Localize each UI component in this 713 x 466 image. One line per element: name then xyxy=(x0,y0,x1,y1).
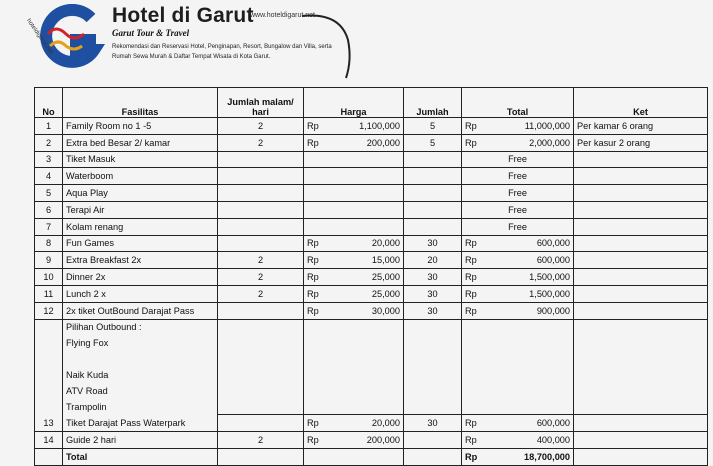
hotel-logo-icon xyxy=(36,4,106,74)
row-harga xyxy=(332,448,404,465)
header-jumlah-malam: Jumlah malam/ hari xyxy=(218,88,304,118)
row-harga xyxy=(304,151,404,168)
row-total-currency xyxy=(462,319,496,335)
row-fasilitas: Extra bed Besar 2/ kamar xyxy=(63,134,218,151)
brand-description: Rekomendasi dan Reservasi Hotel, Penginapan, Resort, Bungalow dan Villa, serta Rumah Sewa Murah & Daftar Tempat Wisata di Kota Garut. xyxy=(112,44,332,60)
row-harga xyxy=(332,383,404,399)
row-total-currency: Rp xyxy=(462,134,496,151)
row-jumlah xyxy=(404,432,462,449)
outbound-line: Naik Kuda xyxy=(63,367,218,383)
outbound-line xyxy=(63,351,218,367)
table-row xyxy=(35,134,708,151)
row-jumlah xyxy=(404,448,462,465)
row-jumlah: 5 xyxy=(404,134,462,151)
row-total: 1,500,000 xyxy=(496,285,574,302)
row-total-currency: Rp xyxy=(462,302,496,319)
row-total xyxy=(496,399,574,415)
table-row-outbound xyxy=(35,351,708,367)
row-malam xyxy=(218,218,304,235)
row-malam xyxy=(218,319,304,335)
row-total-currency xyxy=(462,399,496,415)
row-no: 4 xyxy=(35,168,63,185)
row-jumlah: 20 xyxy=(404,252,462,269)
row-total xyxy=(496,335,574,351)
row-total: 600,000 xyxy=(496,415,574,432)
row-harga-currency: Rp xyxy=(304,269,332,286)
row-no: 14 xyxy=(35,432,63,449)
row-harga xyxy=(332,367,404,383)
row-jumlah xyxy=(404,383,462,399)
row-total-currency: Rp xyxy=(462,432,496,449)
table-row-total xyxy=(35,448,708,465)
row-harga: 25,000 xyxy=(332,269,404,286)
row-jumlah: 5 xyxy=(404,118,462,135)
table-row xyxy=(35,201,708,218)
row-malam: 2 xyxy=(218,118,304,135)
row-harga xyxy=(332,319,404,335)
row-harga xyxy=(332,351,404,367)
row-harga: 25,000 xyxy=(332,285,404,302)
row-ket xyxy=(574,269,708,286)
row-total-currency: Rp xyxy=(462,415,496,432)
row-malam: 2 xyxy=(218,432,304,449)
row-malam xyxy=(218,399,304,415)
row-harga-currency xyxy=(304,399,332,415)
row-fasilitas: Waterboom xyxy=(63,168,218,185)
header-ket: Ket xyxy=(574,88,708,118)
table-row-outbound xyxy=(35,367,708,383)
table-row xyxy=(35,302,708,319)
row-malam xyxy=(218,235,304,252)
row-total-free: Free xyxy=(462,201,574,218)
row-total-currency xyxy=(462,367,496,383)
row-no: 2 xyxy=(35,134,63,151)
row-jumlah: 30 xyxy=(404,269,462,286)
table-row xyxy=(35,415,708,432)
row-jumlah xyxy=(404,201,462,218)
row-total-currency: Rp xyxy=(462,252,496,269)
row-harga xyxy=(304,185,404,202)
row-jumlah: 30 xyxy=(404,415,462,432)
total-label: Total xyxy=(63,448,218,465)
row-no xyxy=(35,383,63,399)
row-no xyxy=(35,319,63,335)
row-harga: 20,000 xyxy=(332,235,404,252)
row-malam xyxy=(218,185,304,202)
row-harga xyxy=(332,399,404,415)
row-harga-currency xyxy=(304,448,332,465)
row-jumlah xyxy=(404,185,462,202)
row-ket xyxy=(574,335,708,351)
row-ket xyxy=(574,302,708,319)
row-harga-currency: Rp xyxy=(304,432,332,449)
table-row xyxy=(35,118,708,135)
row-total xyxy=(496,383,574,399)
row-ket xyxy=(574,351,708,367)
row-harga-currency: Rp xyxy=(304,302,332,319)
row-malam xyxy=(218,448,304,465)
row-harga-currency xyxy=(304,351,332,367)
row-ket xyxy=(574,201,708,218)
row-malam xyxy=(218,383,304,399)
row-ket xyxy=(574,399,708,415)
row-jumlah xyxy=(404,351,462,367)
row-total: 2,000,000 xyxy=(496,134,574,151)
row-malam: 2 xyxy=(218,252,304,269)
row-total-currency: Rp xyxy=(462,285,496,302)
row-total-currency: Rp xyxy=(462,235,496,252)
row-ket xyxy=(574,151,708,168)
row-ket xyxy=(574,367,708,383)
row-total xyxy=(496,367,574,383)
header-no: No xyxy=(35,88,63,118)
row-malam xyxy=(218,367,304,383)
row-malam xyxy=(218,302,304,319)
table-row xyxy=(35,185,708,202)
row-fasilitas: Family Room no 1 -5 xyxy=(63,118,218,135)
header-harga: Harga xyxy=(304,88,404,118)
header-jumlah: Jumlah xyxy=(404,88,462,118)
row-total-free: Free xyxy=(462,185,574,202)
row-harga: 1,100,000 xyxy=(332,118,404,135)
grand-total: 18,700,000 xyxy=(496,448,574,465)
row-total: 600,000 xyxy=(496,235,574,252)
row-total: 600,000 xyxy=(496,252,574,269)
row-ket xyxy=(574,168,708,185)
header-total: Total xyxy=(462,88,574,118)
row-no xyxy=(35,448,63,465)
row-jumlah: 30 xyxy=(404,235,462,252)
row-ket xyxy=(574,218,708,235)
row-harga: 15,000 xyxy=(332,252,404,269)
row-harga xyxy=(332,335,404,351)
table-row xyxy=(35,235,708,252)
row-no: 7 xyxy=(35,218,63,235)
row-total-currency xyxy=(462,351,496,367)
row-harga-currency: Rp xyxy=(304,235,332,252)
row-no xyxy=(35,399,63,415)
table-row xyxy=(35,218,708,235)
row-jumlah xyxy=(404,319,462,335)
row-ket xyxy=(574,285,708,302)
header-fasilitas: Fasilitas xyxy=(63,88,218,118)
row-harga xyxy=(304,201,404,218)
facility-table xyxy=(34,87,708,466)
row-harga-currency: Rp xyxy=(304,134,332,151)
swoosh-decoration-icon xyxy=(300,10,360,80)
row-total xyxy=(496,319,574,335)
row-malam xyxy=(218,201,304,218)
row-malam xyxy=(218,415,304,432)
row-no: 13 xyxy=(35,415,63,432)
row-jumlah xyxy=(404,335,462,351)
row-malam xyxy=(218,168,304,185)
table-row xyxy=(35,269,708,286)
row-malam: 2 xyxy=(218,285,304,302)
outbound-line: ATV Road xyxy=(63,383,218,399)
row-no: 12 xyxy=(35,302,63,319)
row-ket xyxy=(574,448,708,465)
row-jumlah xyxy=(404,218,462,235)
table-row xyxy=(35,252,708,269)
row-malam: 2 xyxy=(218,134,304,151)
table-row xyxy=(35,168,708,185)
row-fasilitas: Extra Breakfast 2x xyxy=(63,252,218,269)
row-total: 1,500,000 xyxy=(496,269,574,286)
row-ket xyxy=(574,432,708,449)
row-fasilitas: Terapi Air xyxy=(63,201,218,218)
row-ket xyxy=(574,383,708,399)
brand-header xyxy=(0,0,713,90)
row-harga-currency xyxy=(304,335,332,351)
facility-table-body xyxy=(35,118,708,466)
row-malam xyxy=(218,335,304,351)
row-total-free: Free xyxy=(462,218,574,235)
row-total: 11,000,000 xyxy=(496,118,574,135)
row-total-free: Free xyxy=(462,151,574,168)
row-no: 9 xyxy=(35,252,63,269)
vertical-url: hoteldigarut.net xyxy=(25,18,54,56)
outbound-line: Flying Fox xyxy=(63,335,218,351)
row-no: 3 xyxy=(35,151,63,168)
row-ket: Per kamar 6 orang xyxy=(574,118,708,135)
row-ket xyxy=(574,415,708,432)
row-no: 5 xyxy=(35,185,63,202)
row-no xyxy=(35,351,63,367)
row-jumlah: 30 xyxy=(404,285,462,302)
row-no: 10 xyxy=(35,269,63,286)
row-ket xyxy=(574,252,708,269)
table-row-outbound xyxy=(35,319,708,335)
row-jumlah xyxy=(404,367,462,383)
table-row xyxy=(35,151,708,168)
row-harga: 30,000 xyxy=(332,302,404,319)
table-row-outbound xyxy=(35,335,708,351)
row-fasilitas: 2x tiket OutBound Darajat Pass xyxy=(63,302,218,319)
row-fasilitas: Kolam renang xyxy=(63,218,218,235)
brand-title: Hotel di Garut xyxy=(112,4,254,27)
row-harga-currency xyxy=(304,367,332,383)
row-harga-currency xyxy=(304,383,332,399)
row-ket xyxy=(574,185,708,202)
row-no: 1 xyxy=(35,118,63,135)
row-fasilitas: Aqua Play xyxy=(63,185,218,202)
row-ket xyxy=(574,319,708,335)
row-no xyxy=(35,335,63,351)
table-row xyxy=(35,285,708,302)
row-harga-currency: Rp xyxy=(304,118,332,135)
row-fasilitas: Guide 2 hari xyxy=(63,432,218,449)
row-harga-currency: Rp xyxy=(304,285,332,302)
total-currency: Rp xyxy=(462,448,496,465)
row-harga-currency: Rp xyxy=(304,415,332,432)
row-total-free: Free xyxy=(462,168,574,185)
brand-subtitle: Garut Tour & Travel xyxy=(112,28,190,38)
row-fasilitas: Lunch 2 x xyxy=(63,285,218,302)
row-fasilitas: Tiket Darajat Pass Waterpark xyxy=(63,415,218,432)
table-row-outbound xyxy=(35,383,708,399)
row-total-currency xyxy=(462,335,496,351)
row-no: 6 xyxy=(35,201,63,218)
row-total-currency: Rp xyxy=(462,269,496,286)
row-fasilitas: Dinner 2x xyxy=(63,269,218,286)
row-harga: 200,000 xyxy=(332,134,404,151)
row-jumlah: 30 xyxy=(404,302,462,319)
row-fasilitas: Fun Games xyxy=(63,235,218,252)
row-harga-currency: Rp xyxy=(304,252,332,269)
row-harga: 200,000 xyxy=(332,432,404,449)
row-total-currency: Rp xyxy=(462,118,496,135)
row-total-currency xyxy=(462,383,496,399)
row-total: 900,000 xyxy=(496,302,574,319)
brand-url: www.hoteldigarut.net xyxy=(250,12,315,19)
outbound-line: Pilihan Outbound : xyxy=(63,319,218,335)
row-jumlah xyxy=(404,151,462,168)
row-no: 8 xyxy=(35,235,63,252)
row-total: 400,000 xyxy=(496,432,574,449)
row-jumlah xyxy=(404,399,462,415)
row-harga: 20,000 xyxy=(332,415,404,432)
outbound-line: Trampolin xyxy=(63,399,218,415)
table-row-outbound xyxy=(35,399,708,415)
row-malam xyxy=(218,151,304,168)
row-ket: Per kasur 2 orang xyxy=(574,134,708,151)
row-fasilitas: Tiket Masuk xyxy=(63,151,218,168)
row-harga xyxy=(304,218,404,235)
row-jumlah xyxy=(404,168,462,185)
row-total xyxy=(496,351,574,367)
row-harga-currency xyxy=(304,319,332,335)
row-ket xyxy=(574,235,708,252)
table-row xyxy=(35,432,708,449)
row-harga xyxy=(304,168,404,185)
row-no xyxy=(35,367,63,383)
row-malam: 2 xyxy=(218,269,304,286)
row-malam xyxy=(218,351,304,367)
row-no: 11 xyxy=(35,285,63,302)
